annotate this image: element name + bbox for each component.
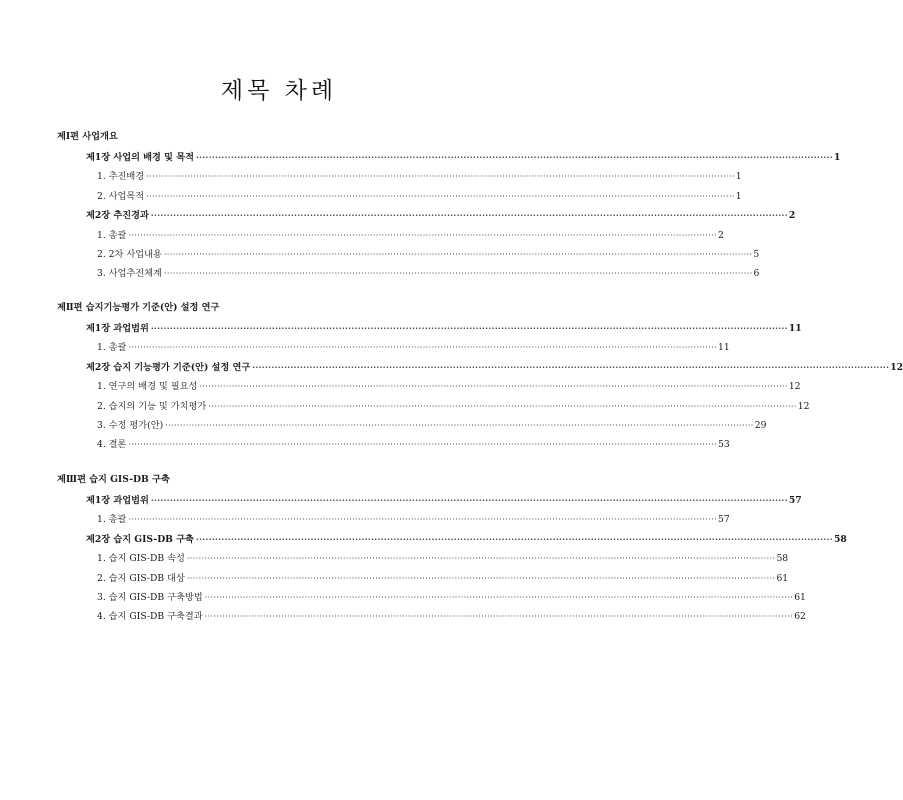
toc-part-title: 제Ⅲ편 습지 GIS-DB 구축 [57, 474, 170, 485]
toc-page-number: 29 [754, 420, 767, 431]
toc-chapter-title: 제2장 습지 GIS-DB 구축 [86, 533, 194, 545]
toc-section-entry[interactable] [97, 378, 801, 393]
leader-dots: ········································································································································································································ [204, 593, 794, 602]
toc-section-title: 4. 결론 [97, 439, 127, 451]
toc-part-title: 제Ⅰ편 사업개요 [57, 131, 118, 142]
toc-page-number: 57 [788, 495, 802, 506]
toc-chapter-entry[interactable] [86, 359, 903, 373]
toc-section-entry[interactable] [97, 398, 810, 412]
toc-page-number: 1 [735, 190, 742, 202]
toc-chapter-entry[interactable] [86, 320, 802, 334]
leader-dots: ········································································································································································································ [199, 382, 788, 392]
toc-page-number: 62 [794, 611, 806, 623]
toc-page-number: 58 [776, 553, 789, 565]
toc-page-number: 11 [718, 342, 730, 354]
toc-section-title: 2. 2차 사업내용 [97, 249, 162, 260]
leader-dots: ········································································································································································································ [128, 343, 718, 353]
leader-dots: ········································································································································································································ [195, 152, 833, 162]
toc-section-title: 1. 추진배경 [97, 171, 145, 183]
toc-section-entry[interactable] [97, 436, 730, 451]
toc-page-number: 12 [890, 361, 903, 373]
toc-page-number: 57 [718, 514, 730, 526]
toc-section-entry[interactable] [97, 339, 730, 354]
toc-section-title: 3. 사업추진체계 [97, 268, 162, 280]
toc-page-number: 61 [794, 592, 806, 603]
leader-dots: ········································································································································································································ [128, 515, 718, 525]
page-title: 제목 차례 [220, 78, 338, 104]
toc-section-title: 3. 수정 평가(안) [97, 420, 164, 431]
leader-dots: ········································································································································································································ [150, 495, 788, 505]
toc-section-entry[interactable] [97, 570, 789, 584]
toc-page-number: 61 [776, 572, 789, 584]
toc-section-title: 1. 습지 GIS-DB 속성 [97, 553, 185, 565]
toc-section-entry[interactable] [97, 550, 789, 565]
toc-section-title: 1. 총괄 [97, 229, 127, 241]
toc-page-number: 6 [753, 268, 760, 280]
toc-page-number: 11 [788, 323, 802, 334]
leader-dots: ········································································································································································································ [186, 554, 776, 564]
toc-chapter-title: 제2장 습지 기능평가 기준(안) 설정 연구 [86, 361, 251, 373]
leader-dots: ········································································································································································································ [150, 323, 788, 333]
toc-page-number: 1 [833, 152, 841, 163]
toc-page-number: 2 [718, 229, 724, 241]
toc-page-number: 53 [718, 439, 730, 451]
toc-part-title: 제Ⅱ편 습지기능평가 기준(안) 설정 연구 [57, 302, 220, 313]
toc-section-entry[interactable] [97, 417, 767, 431]
leader-dots: ········································································································································································································ [252, 361, 890, 372]
toc-section-entry[interactable] [97, 265, 760, 280]
toc-section-entry[interactable] [97, 608, 806, 623]
toc-section-title: 2. 습지의 기능 및 가치평가 [97, 400, 207, 412]
toc-page-number: 1 [735, 171, 742, 183]
leader-dots: ········································································································································································································ [150, 210, 788, 221]
toc-section-entry[interactable] [97, 589, 806, 603]
toc-section-title: 1. 총괄 [97, 342, 127, 354]
leader-dots: ········································································································································································································ [204, 612, 794, 622]
leader-dots: ········································································································································································································ [146, 172, 735, 182]
toc-page-number: 2 [788, 210, 796, 222]
toc-chapter-entry[interactable] [86, 207, 796, 222]
leader-dots: ········································································································································································································ [146, 191, 735, 201]
toc-section-entry[interactable] [97, 511, 730, 526]
leader-dots: ········································································································································································································ [128, 440, 718, 450]
toc-chapter-entry[interactable] [86, 492, 802, 506]
toc-chapter-title: 제1장 사업의 배경 및 목적 [86, 152, 194, 163]
toc-section-title: 4. 습지 GIS-DB 구축결과 [97, 611, 203, 623]
leader-dots: ········································································································································································································ [165, 421, 754, 430]
toc-chapter-title: 제1장 과업범위 [86, 495, 149, 506]
toc-section-entry[interactable] [97, 246, 760, 260]
leader-dots: ········································································································································································································ [163, 269, 753, 279]
leader-dots: ········································································································································································································ [163, 250, 753, 259]
toc-section-title: 2. 습지 GIS-DB 대상 [97, 572, 185, 584]
toc-section-entry[interactable] [97, 227, 724, 241]
leader-dots: ········································································································································································································ [195, 533, 833, 544]
toc-page-number: 12 [788, 381, 801, 393]
leader-dots: ········································································································································································································ [186, 573, 776, 583]
toc-page-number: 12 [797, 400, 810, 412]
toc-section-title: 1. 연구의 배경 및 필요성 [97, 381, 198, 393]
toc-chapter-title: 제2장 추진경과 [86, 210, 149, 222]
toc-section-entry[interactable] [97, 188, 742, 202]
toc-section-title: 3. 습지 GIS-DB 구축방법 [97, 592, 203, 603]
toc-chapter-entry[interactable] [86, 149, 841, 163]
toc-section-title: 1. 총괄 [97, 514, 127, 526]
toc-chapter-entry[interactable] [86, 531, 847, 545]
toc-chapter-title: 제1장 과업범위 [86, 323, 149, 334]
toc-page-number: 5 [753, 249, 760, 260]
leader-dots: ········································································································································································································ [208, 401, 797, 411]
leader-dots: ········································································································································································································ [128, 230, 718, 240]
toc-section-entry[interactable] [97, 168, 742, 183]
toc-page-number: 58 [833, 533, 847, 545]
toc-section-title: 2. 사업목적 [97, 190, 145, 202]
